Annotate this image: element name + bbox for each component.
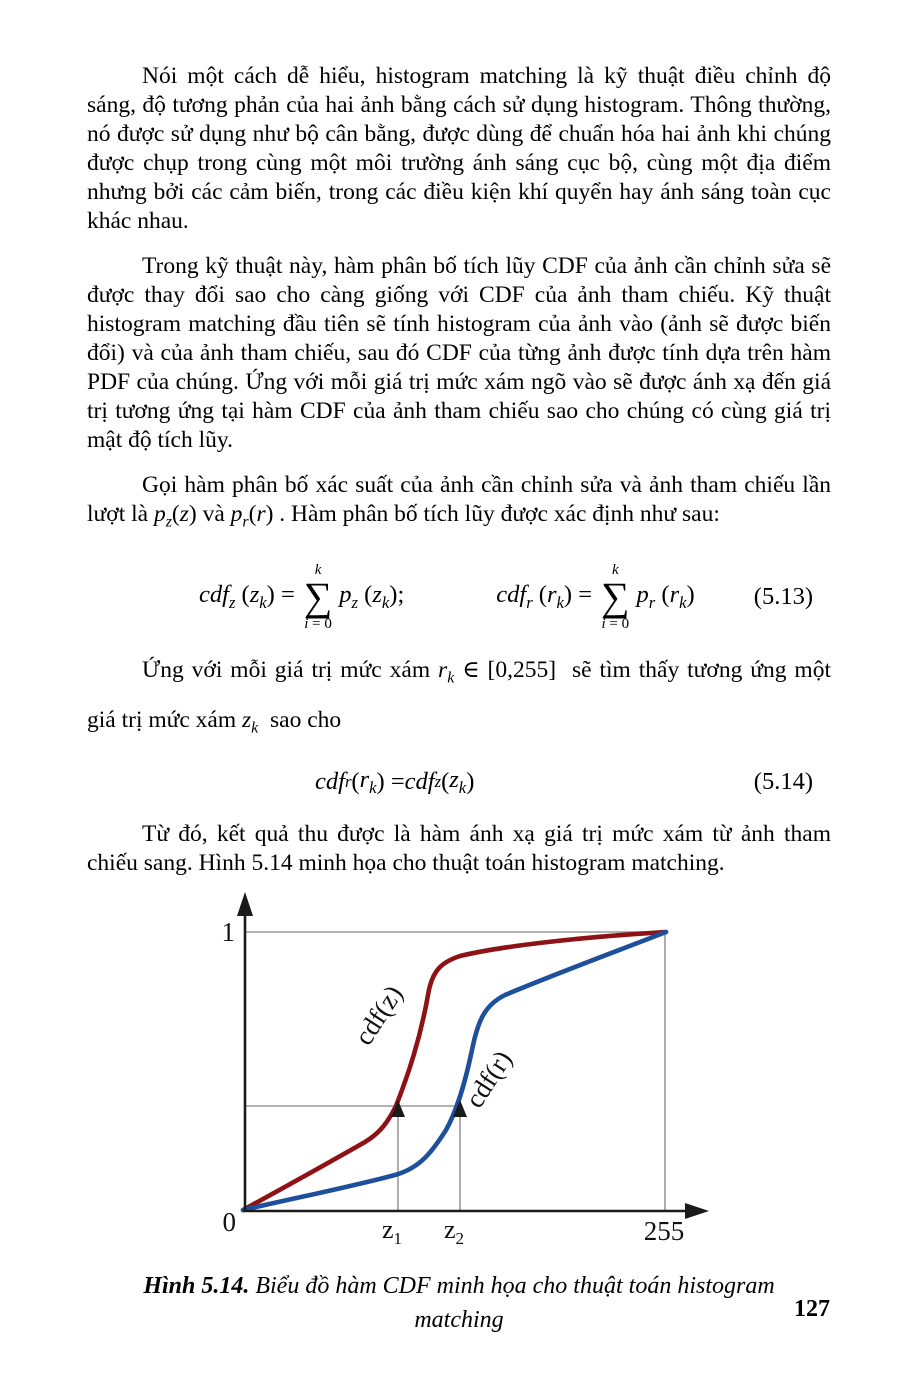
- equation-number: (5.14): [753, 768, 813, 796]
- equation-5-13: [87, 551, 831, 643]
- cdf-z-label: cdf(z): [348, 979, 409, 1051]
- paragraph-result: Từ đó, kết quả thu được là hàm ánh xạ giá trị mức xám từ ảnh tham chiếu sang. Hình 5.14 minh họa cho thuật toán histogram matching.: [87, 821, 831, 877]
- paragraph-intro: Nói một cách dễ hiểu, histogram matching là kỹ thuật điều chỉnh độ sáng, độ tương phản của hai ảnh bằng cách sử dụng histogram. Thông thường, nó được sử dụng như bộ cân bằng, được dùng để chuẩn hóa hai ảnh khi chúng được chụp trong cùng một môi trường ánh sáng cục bộ, cùng một địa điểm nhưng bởi các cảm biến, trong các điều kiện khí quyển hay ánh sáng toàn cục khác nhau.: [87, 63, 831, 234]
- y-axis-arrow-icon: [237, 892, 253, 916]
- paragraph-mapping: Ứng với mỗi giá trị mức xám $r_k$ ∈ [0,255] sẽ tìm thấy tương ứng một giá trị mức xám $z_k$ sao cho: [87, 656, 831, 738]
- cdf-r-curve: [243, 932, 666, 1210]
- equation-5-14: cdf r ( $r_k$ ) = cdf z ( $z_k$ ) (5.14): [315, 766, 813, 797]
- summation-symbol: k ∑ i = 0: [303, 561, 333, 632]
- x-tick-255: 255: [643, 1216, 685, 1247]
- paragraph-pdf-definition: Gọi hàm phân bố xác suất của ảnh cần chỉnh sửa và ảnh tham chiếu lần lượt là $p_z(z)$ và $p_r(r)$ . Hàm phân bố tích lũy được xác định như sau:: [87, 472, 831, 531]
- figure-caption-label: Hình 5.14.: [143, 1273, 250, 1300]
- cdf-chart: [180, 890, 745, 1255]
- summation-symbol: k ∑ i = 0: [601, 561, 630, 632]
- figure-caption-text: Biểu đồ hàm CDF minh họa cho thuật toán histogram matching: [255, 1273, 775, 1334]
- paragraph-technique: Trong kỹ thuật này, hàm phân bố tích lũy CDF của ảnh cần chỉnh sửa sẽ được thay đổi sao cho càng giống với CDF của ảnh tham chiếu. Kỹ thuật histogram matching đầu tiên sẽ tính histogram của ảnh vào (ảnh sẽ được biến đổi) và của ảnh tham chiếu, sau đó CDF của từng ảnh được tính dựa trên hàm PDF của chúng. Ứng với mỗi giá trị mức xám ngõ vào sẽ được ánh xạ đến giá trị tương ứng tại hàm CDF của ảnh tham chiếu sao cho chúng có cùng giá trị mật độ tích lũy.: [87, 253, 831, 453]
- equation-5-13-left: cdf$_z$ $(z_k)$ = k ∑ i = 0 $p_z$ $(z_k)$;: [199, 561, 405, 632]
- x-axis-arrow-icon: [685, 1203, 709, 1219]
- figure-caption: [129, 1269, 789, 1337]
- y-tick-1: 1: [221, 917, 235, 948]
- page-number: 127: [794, 1296, 830, 1322]
- cdf-r-label: cdf(r): [459, 1045, 518, 1114]
- origin-tick-0: 0: [222, 1207, 236, 1238]
- x-tick-z2: $z_2$: [443, 1215, 465, 1249]
- x-tick-z1: $z_1$: [381, 1215, 403, 1249]
- cdf-z-curve: [243, 932, 666, 1210]
- equation-5-13-right: cdf$_r$ $(r_k)$ = k ∑ i = 0 $p_r$ $(r_k)$: [496, 561, 695, 632]
- equation-number: (5.13): [753, 582, 813, 610]
- cdf-figure: [180, 890, 745, 1255]
